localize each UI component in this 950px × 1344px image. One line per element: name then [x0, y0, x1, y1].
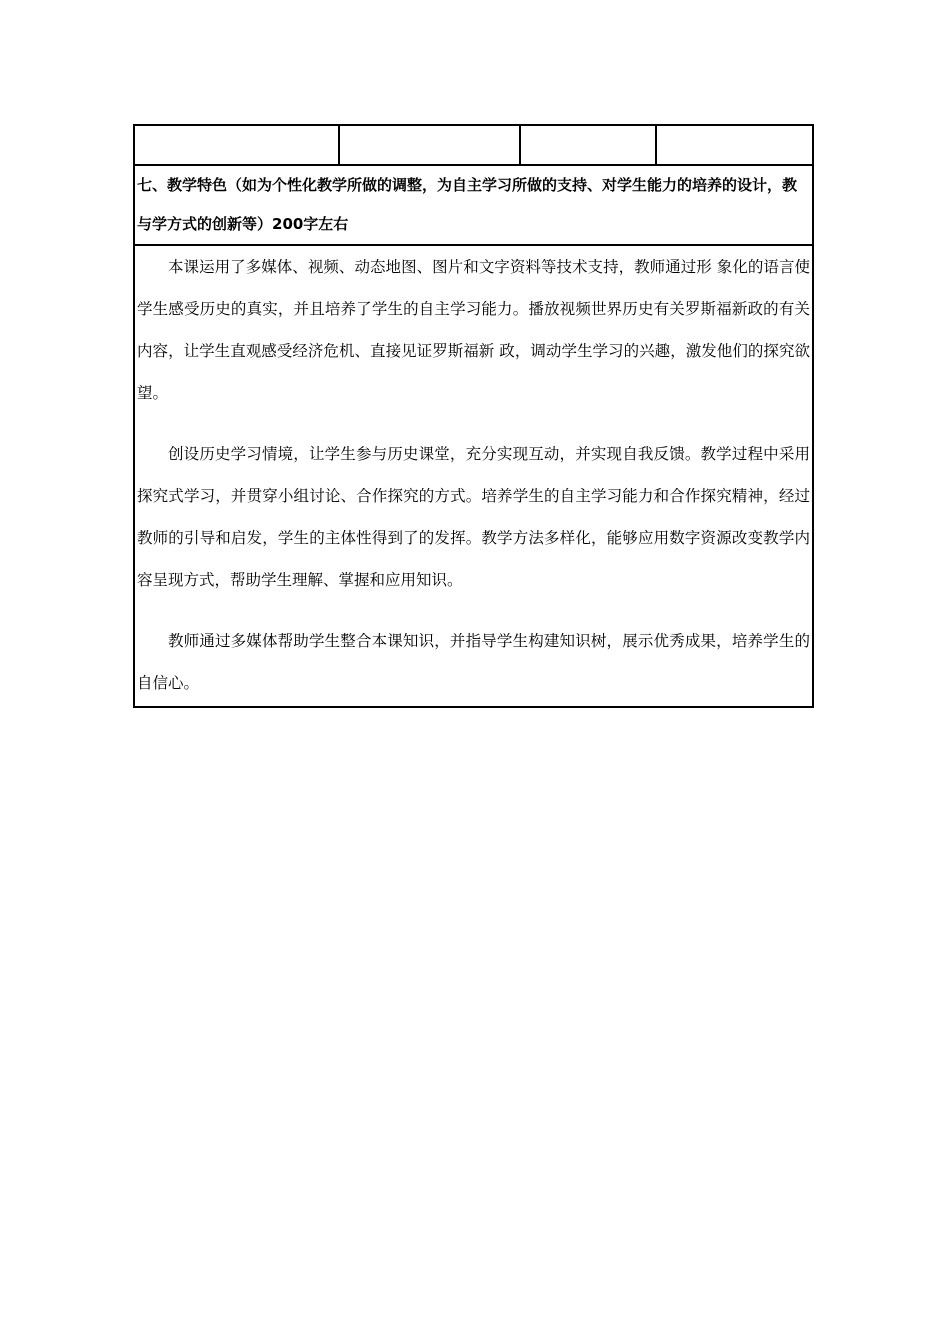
- table-cell: [338, 126, 519, 164]
- paragraph: 本课运用了多媒体、视频、动态地图、图片和文字资料等技术支持，教师通过形 象化的语言使学生感受历史的真实，并且培养了学生的自主学习能力。播放视频世界历史有关罗斯福新政的有关内容，让学生直观感受经济危机、直接见证罗斯福新 政，调动学生学习的兴趣，激发他们的探究欲望。: [137, 258, 810, 402]
- table-top-row: [135, 126, 812, 166]
- table-cell: [135, 126, 338, 164]
- paragraph: 创设历史学习情境，让学生参与历史课堂，充分实现互动，并实现自我反馈。教学过程中采用探究式学习，并贯穿小组讨论、合作探究的方式。培养学生的自主学习能力和合作探究精神，经过教师的引导和启发，学生的主体性得到了的发挥。教学方法多样化，能够应用数字资源改变教学内容呈现方式，帮助学生理解、掌握和应用知识。: [137, 445, 810, 589]
- teaching-features-table: [133, 124, 814, 708]
- paragraph: 教师通过多媒体帮助学生整合本课知识，并指导学生构建知识树，展示优秀成果，培养学生的自信心。: [137, 632, 810, 692]
- section-body: [135, 246, 812, 706]
- table-cell: [519, 126, 655, 164]
- table-cell: [655, 126, 812, 164]
- section-heading: 七、教学特色（如为个性化教学所做的调整，为自主学习所做的支持、对学生能力的培养的设计，教与学方式的创新等）200字左右: [135, 166, 812, 246]
